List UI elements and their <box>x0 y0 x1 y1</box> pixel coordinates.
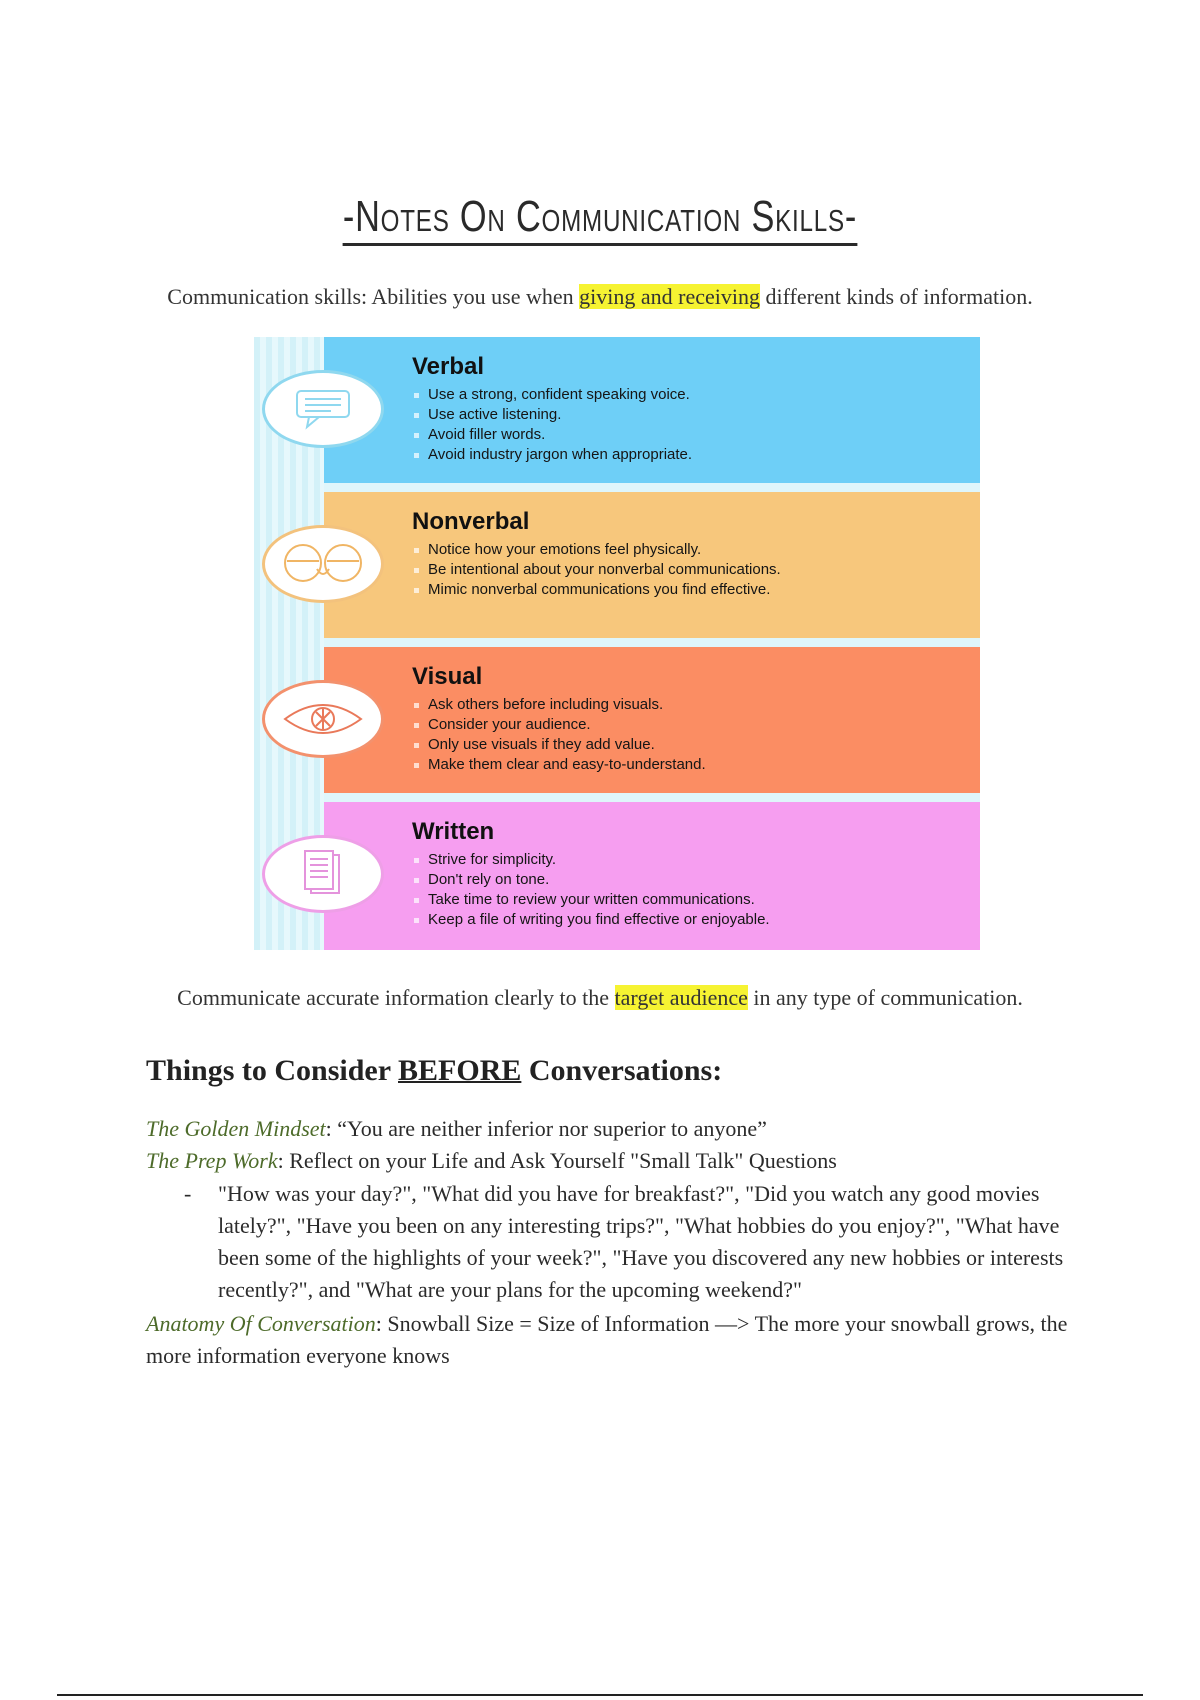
communication-types-panel <box>254 337 980 950</box>
note-golden-mindset: The Golden Mindset: “You are neither inferior nor superior to anyone” <box>146 1116 767 1141</box>
nonverbal-list <box>412 540 781 600</box>
chat-bubble-icon <box>262 370 384 448</box>
intro-sentence: Communication skills: Abilities you use when giving and receiving different kinds of information. <box>167 284 1033 309</box>
bottom-rule <box>57 1694 1143 1696</box>
written-band <box>324 802 980 950</box>
list-item: Mimic nonverbal communications you find effective. <box>412 580 781 600</box>
list-item: Don't rely on tone. <box>412 870 770 890</box>
verbal-title: Verbal <box>412 353 485 380</box>
visual-list <box>412 695 706 775</box>
visual-band <box>324 647 980 793</box>
nonverbal-title: Nonverbal <box>412 508 530 535</box>
document-icon <box>262 835 384 913</box>
eye-icon <box>262 680 384 758</box>
list-item: Notice how your emotions feel physically. <box>412 540 781 560</box>
list-item: Use a strong, confident speaking voice. <box>412 385 692 405</box>
list-item: Strive for simplicity. <box>412 850 770 870</box>
list-item: Consider your audience. <box>412 715 706 735</box>
list-item: Avoid filler words. <box>412 425 692 445</box>
page-title: -Notes On Communication Skills- <box>132 192 1068 242</box>
two-heads-icon <box>262 525 384 603</box>
list-item: Keep a file of writing you find effective or enjoyable. <box>412 910 770 930</box>
list-item: Use active listening. <box>412 405 692 425</box>
note-prep-work: The Prep Work: Reflect on your Life and Ask Yourself "Small Talk" Questions <box>146 1148 837 1173</box>
written-list <box>412 850 770 930</box>
verbal-band <box>324 337 980 483</box>
visual-title: Visual <box>412 663 483 690</box>
nonverbal-band <box>324 492 980 638</box>
list-item: Make them clear and easy-to-understand. <box>412 755 706 775</box>
highlight-giving-receiving: giving and receiving <box>579 284 761 309</box>
section-heading: Things to Consider BEFORE Conversations: <box>146 1054 723 1087</box>
list-item: Take time to review your written communications. <box>412 890 770 910</box>
list-item: Ask others before including visuals. <box>412 695 706 715</box>
verbal-list <box>412 385 692 465</box>
written-title: Written <box>412 818 495 845</box>
list-item: Avoid industry jargon when appropriate. <box>412 445 692 465</box>
list-item: Only use visuals if they add value. <box>412 735 706 755</box>
highlight-target-audience: target audience <box>614 985 748 1010</box>
summary-sentence: Communicate accurate information clearly to the target audience in any type of communication. <box>177 985 1023 1010</box>
list-item: Be intentional about your nonverbal communications. <box>412 560 781 580</box>
note-anatomy-of-conversation: Anatomy Of Conversation: Snowball Size = Size of Information —> The more your snowball grows, the more information everyone knows <box>146 1311 1068 1368</box>
